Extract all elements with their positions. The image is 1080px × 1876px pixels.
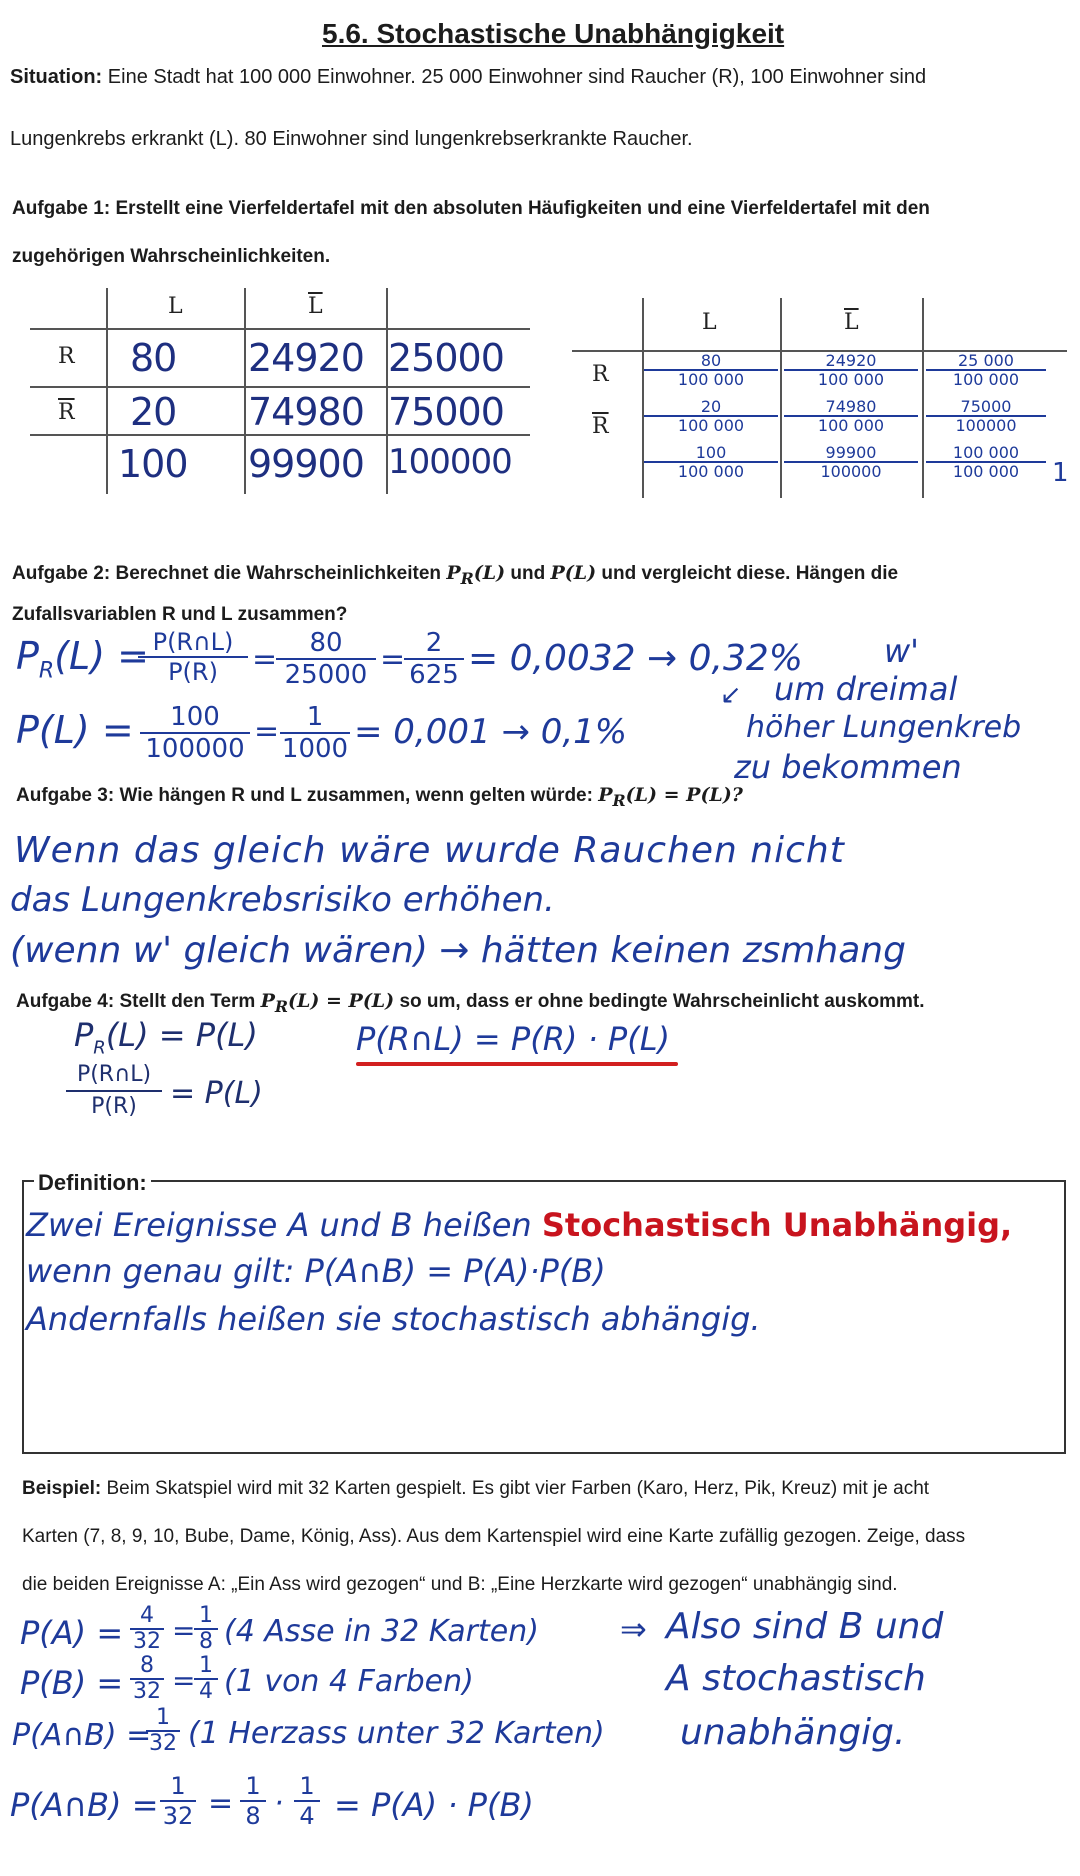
task4-text: Aufgabe 4: Stellt den Term $P_R(L) = P(L)$ so um, dass er ohne bedingte Wahrscheinlicht auskommt. — [16, 990, 925, 1016]
task2-line2: Zufallsvariablen R und L zusammen? — [12, 604, 348, 625]
answer4-line1: $P_R(L) = P(L)$ — [74, 1016, 258, 1059]
task2-text — [12, 562, 1072, 588]
example-pa-frac2: $\frac{1}{8}$ — [194, 1604, 218, 1654]
task1-line2: zugehörigen Wahrscheinlichkeiten. — [12, 246, 331, 267]
task2-line1-mid: und — [505, 563, 551, 584]
col-header-l: L — [168, 294, 183, 319]
example-pab2-dot: · — [274, 1786, 284, 1821]
example-pa-frac1: $\frac{4}{32}$ — [130, 1604, 164, 1654]
col-header-not-l: $\overline{L}$ — [308, 294, 323, 319]
example-pa-lhs: P(A) = — [20, 1614, 124, 1652]
absolute-frequency-table — [30, 288, 530, 498]
cell-not-r-total: 75000 — [388, 390, 504, 434]
example-pb-frac2: $\frac{1}{4}$ — [194, 1654, 218, 1704]
cell-total-l: 100 — [118, 442, 188, 486]
example-pb-eq: = — [172, 1664, 196, 1697]
example-line3: die beiden Ereignisse A: „Ein Ass wird gezogen“ und B: „Eine Herzkarte wird gezogen“ unabhängig sind. — [22, 1574, 898, 1595]
prob-cell-r-total: $\frac{25 000}{100 000}$ — [926, 352, 1046, 388]
answer4-red-underline — [356, 1062, 678, 1066]
prob-cell-not-r-total: $\frac{75000}{100000}$ — [926, 398, 1046, 434]
answer2-w-note: w' — [884, 632, 919, 670]
prob-cell-total-total: $\frac{100 000}{100 000}$ — [926, 444, 1046, 480]
col-header-not-l: $\overline{L}$ — [844, 310, 859, 335]
task2-line1-pre: Berechnet die Wahrscheinlichkeiten — [115, 563, 447, 584]
task2-label: Aufgabe 2: — [12, 563, 111, 584]
example-line2: Karten (7, 8, 9, 10, Bube, Dame, König, Ass). Aus dem Kartenspiel wird eine Karte zufällig gezogen. Zeige, dass — [22, 1526, 966, 1547]
answer2-pr-frac1: $\frac{P(R\cap L)}{P(R)}$ — [138, 628, 248, 686]
answer2-pr-frac2: $\frac{80}{25000}$ — [276, 628, 376, 690]
row-header-not-r: $\overline{R}$ — [592, 414, 609, 439]
definition-label: Definition: — [34, 1170, 151, 1196]
answer4-result: P(R∩L) = P(R) · P(L) — [356, 1020, 671, 1058]
example-line1: Beispiel: Beim Skatspiel wird mit 32 Karten gespielt. Es gibt vier Farben (Karo, Herz, Pik, Kreuz) mit je acht — [22, 1478, 930, 1499]
answer2-pr-line: $P_R(L)$ = — [16, 634, 149, 684]
task1-text — [12, 198, 1072, 220]
example-conclusion-line2: A stochastisch — [666, 1658, 926, 1699]
example-pab-frac: $\frac{1}{32}$ — [146, 1706, 180, 1756]
cell-r-total: 25000 — [388, 336, 504, 380]
answer4-frac-post: = P(L) — [170, 1076, 263, 1111]
example-conclusion-arrow: ⇒ — [620, 1610, 647, 1648]
answer2-note-line2: höher Lungenkreb — [746, 710, 1022, 745]
answer2-note-line1: um dreimal — [774, 670, 958, 708]
cell-not-r-not-l: 74980 — [248, 390, 364, 434]
page-title: 5.6. Stochastische Unabhängigkeit — [322, 18, 785, 49]
example-conclusion-line1: Also sind B und — [666, 1606, 944, 1647]
cell-r-l: 80 — [130, 336, 177, 380]
answer3-line3: (wenn w' gleich wären) → hätten keinen zsmhang — [10, 930, 906, 971]
prob-cell-total-l: $\frac{100}{100 000}$ — [644, 444, 778, 480]
example-pab2-post: = P(A) · P(B) — [334, 1786, 534, 1824]
answer2-pr-eq1: = — [252, 642, 278, 677]
example-pb-frac1: $\frac{8}{32}$ — [130, 1654, 164, 1704]
answer3-line1: Wenn das gleich wäre wurde Rauchen nicht — [14, 830, 845, 871]
cell-total-total: 100000 — [388, 442, 512, 482]
situation-text — [10, 66, 1070, 89]
prob-cell-not-r-not-l: $\frac{74980}{100 000}$ — [784, 398, 918, 434]
example-pb-lhs: P(B) = — [20, 1664, 124, 1702]
answer2-pl-result: = 0,001 → 0,1% — [354, 712, 628, 752]
probability-table — [572, 298, 1067, 498]
row-header-not-r: $\overline{R}$ — [58, 400, 75, 425]
answer4-frac: $\frac{P(R\cap L)}{P(R)}$ — [66, 1060, 162, 1122]
answer2-pr-eq2: = — [380, 642, 406, 677]
prob-total-mark: 1 — [1052, 458, 1069, 488]
task1-label: Aufgabe 1: — [12, 198, 111, 219]
col-header-l: L — [702, 310, 717, 335]
example-pab2-frac1: $\frac{1}{32}$ — [160, 1772, 196, 1830]
prob-cell-r-l: $\frac{80}{100 000}$ — [644, 352, 778, 388]
example-pab2-frac3: $\frac{1}{4}$ — [294, 1772, 320, 1830]
task1-line1: Erstellt eine Vierfeldertafel mit den absoluten Häufigkeiten und eine Vierfeldertafel mit den — [115, 198, 930, 219]
answer2-pr-frac3: $\frac{2}{625}$ — [404, 628, 464, 690]
prob-cell-r-not-l: $\frac{24920}{100 000}$ — [784, 352, 918, 388]
answer2-pl-frac1: $\frac{100}{100000}$ — [140, 702, 250, 764]
task2-line1-post: und vergleicht diese. Hängen die — [596, 563, 899, 584]
answer2-note-arrow: ↙ — [720, 680, 742, 710]
answer2-pr-result: = 0,0032 → 0,32% — [468, 638, 803, 679]
situation-label: Situation: — [10, 66, 103, 88]
example-pab2-frac2: $\frac{1}{8}$ — [240, 1772, 266, 1830]
cell-total-not-l: 99900 — [248, 442, 364, 486]
definition-line2: wenn genau gilt: P(A∩B) = P(A)·P(B) — [26, 1252, 606, 1290]
answer3-line2: das Lungenkrebsrisiko erhöhen. — [10, 880, 555, 920]
answer2-note-line3: zu bekommen — [734, 748, 962, 786]
answer2-pl-eq: = — [254, 714, 280, 749]
cell-not-r-l: 20 — [130, 390, 177, 434]
example-pb-note: (1 von 4 Farben) — [224, 1664, 474, 1699]
task2-formula-p1: $P_R(L)$ — [446, 562, 506, 588]
answer2-pl-lhs: P(L) = — [16, 708, 134, 752]
example-pab-lhs: P(A∩B) = — [12, 1718, 152, 1753]
row-header-r: R — [592, 362, 609, 387]
example-pa-note: (4 Asse in 32 Karten) — [224, 1614, 539, 1649]
cell-r-not-l: 24920 — [248, 336, 364, 380]
prob-cell-total-not-l: $\frac{99900}{100000}$ — [784, 444, 918, 480]
situation-line1: Eine Stadt hat 100 000 Einwohner. 25 000 Einwohner sind Raucher (R), 100 Einwohner sind — [107, 66, 927, 88]
situation-line2: Lungenkrebs erkrankt (L). 80 Einwohner sind lungenkrebserkrankte Raucher. — [10, 128, 693, 150]
example-pab2-lhs: P(A∩B) = — [10, 1786, 159, 1824]
example-conclusion-line3: unabhängig. — [680, 1712, 906, 1753]
definition-line1: Zwei Ereignisse A und B heißen Stochastisch Unabhängig, — [26, 1206, 1013, 1244]
task3-text: Aufgabe 3: Wie hängen R und L zusammen, wenn gelten würde: $P_R(L) = P(L)$? — [16, 784, 743, 810]
row-header-r: R — [58, 344, 75, 369]
example-pab2-eq: = — [208, 1786, 234, 1821]
prob-cell-not-r-l: $\frac{20}{100 000}$ — [644, 398, 778, 434]
answer2-pl-frac2: $\frac{1}{1000}$ — [281, 702, 349, 764]
task2-formula-p2: P(L) — [550, 562, 597, 584]
definition-line3: Andernfalls heißen sie stochastisch abhängig. — [26, 1300, 761, 1338]
example-pa-eq: = — [172, 1614, 196, 1647]
example-pab-note: (1 Herzass unter 32 Karten) — [188, 1716, 605, 1751]
